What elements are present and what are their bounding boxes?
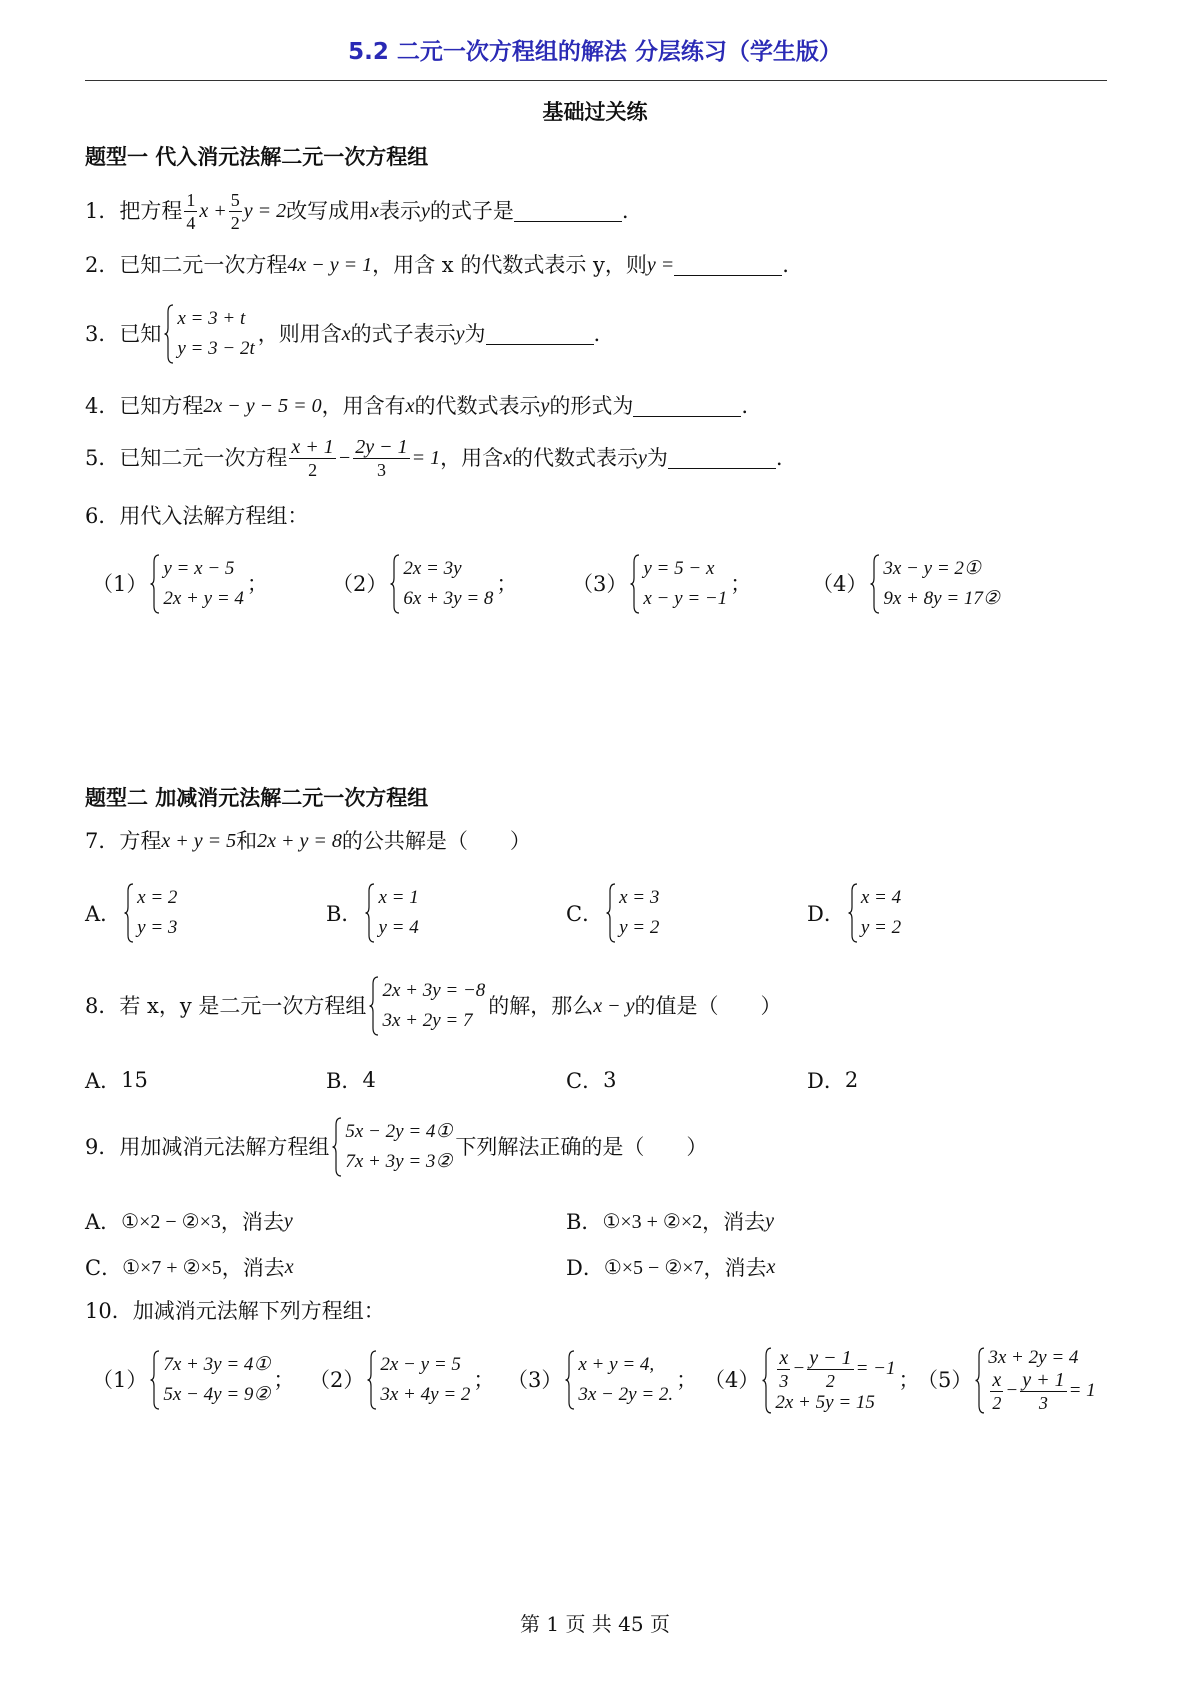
q6-item-3: （3） y = 5 − x x − y = −1 ； (572, 552, 751, 616)
question-number: 9． (85, 1135, 120, 1159)
q10-item-3: （3） x + y = 4, 3x − 2y = 2. ； (507, 1348, 697, 1412)
question-7: 7． 方程 x + y = 5 和 2x + y = 8 的公共解是（ ） (85, 829, 531, 853)
question-4: 4． 已知方程 2x − y − 5 = 0 ，用含有 x 的代数式表示 y 的形式为 . (85, 394, 749, 418)
equation-system: 3x + 2y = 4 $\frac{x}{2}$ − $\frac{y + 1}{3}$ = 1 (975, 1347, 1095, 1414)
question-9: 9． 用加减消元法解方程组 5x − 2y = 4① 7x + 3y = 3② 下列解法正确的是（ ） (85, 1115, 707, 1179)
fraction: $\frac{1}{4}$ (186, 189, 196, 233)
question-number: 7． (85, 829, 120, 853)
question-number: 1． (85, 199, 120, 223)
q8-option-b[interactable]: B． 4 (326, 1068, 376, 1093)
q10-item-1: （1） 7x + 3y = 4① 5x − 4y = 9② ； (92, 1348, 294, 1412)
q9-option-a[interactable]: A． ①×2 − ②×3 ，消去 y (85, 1209, 293, 1234)
brace (630, 554, 640, 614)
question-5: 5． 已知二元一次方程 $\frac{x + 1}{2}$ − $\frac{2y - 1}{3}$ = 1 ，用含 x 的代数式表示 y 为 . (85, 435, 783, 480)
question-8: 8． 若 x，y 是二元一次方程组 2x + 3y = −8 3x + 2y = 7 的解，那么 x − y 的值是（ ） (85, 974, 782, 1038)
answer-blank[interactable] (674, 255, 782, 276)
question-3: 3． 已知 x = 3 + t y = 3 − 2t ，则用含 x 的式子表示 y 为 . (85, 302, 600, 366)
q6-item-2: （2） 2x = 3y 6x + 3y = 8 ； (332, 552, 517, 616)
q9-option-b[interactable]: B． ①×3 + ②×2 ，消去 y (566, 1209, 775, 1234)
question-number: 5． (85, 446, 120, 470)
equation-system: 7x + 3y = 4① 5x − 4y = 9② (150, 1350, 270, 1410)
equation-system: 2x − y = 5 3x + 4y = 2 (367, 1350, 470, 1410)
q8-option-a[interactable]: A． 15 (85, 1068, 148, 1093)
equation-system: 5x − 2y = 4① 7x + 3y = 3② (332, 1117, 452, 1177)
answer-blank[interactable] (668, 448, 776, 469)
question-number: 3． (85, 322, 120, 346)
equation-system: y = 5 − x x − y = −1 (630, 554, 727, 614)
section-title: 基础过关练 (542, 100, 648, 124)
math-expr: x + (199, 200, 227, 222)
equation-system: $\frac{x}{3}$ − $\frac{y - 1}{2}$ = −1 2x + 5y = 15 (762, 1347, 895, 1414)
question-number: 6． (85, 504, 120, 528)
q6-item-1: （1） y = x − 5 2x + y = 4 ； (92, 552, 268, 616)
page-title: 5.2 二元一次方程组的解法 分层练习（学生版） (348, 39, 842, 65)
question-number: 4． (85, 394, 120, 418)
question-2: 2． 已知二元一次方程 4x − y = 1 ，用含 x 的代数式表示 y，则 y = . (85, 253, 789, 277)
equation-system: y = x − 5 2x + y = 4 (150, 554, 244, 614)
math-expr: y = 2 (243, 200, 287, 222)
answer-blank[interactable] (633, 396, 741, 417)
q10-item-2: （2） 2x − y = 5 3x + 4y = 2 ； (309, 1348, 494, 1412)
page-footer: 第 1 页 共 45 页 (520, 1612, 670, 1636)
q9-option-c[interactable]: C． ①×7 + ②×5 ，消去 x (85, 1255, 294, 1280)
q7-option-d[interactable]: D． x = 4 y = 2 (807, 881, 904, 945)
question-6: 6． 用代入法解方程组： (85, 504, 309, 528)
q7-option-b[interactable]: B． x = 1 y = 4 (326, 881, 422, 945)
answer-blank[interactable] (514, 201, 622, 222)
answer-blank[interactable] (486, 324, 594, 345)
equation-system: x + y = 4, 3x − 2y = 2. (565, 1350, 673, 1410)
question-number: 10． (85, 1299, 133, 1323)
q9-option-d[interactable]: D． ①×5 − ②×7 ，消去 x (566, 1255, 776, 1280)
equation-system: 3x − y = 2① 9x + 8y = 17② (870, 554, 1000, 614)
type1-heading: 题型一 代入消元法解二元一次方程组 (85, 145, 429, 169)
q8-option-d[interactable]: D． 2 (807, 1068, 859, 1093)
header-divider (85, 80, 1107, 81)
fraction: $\frac{5}{2}$ (230, 189, 240, 233)
equation-system: 2x + 3y = −8 3x + 2y = 7 (369, 976, 485, 1036)
question-text: 把方程 (119, 199, 183, 223)
equation-system: 2x = 3y 6x + 3y = 8 (390, 554, 493, 614)
q7-option-c[interactable]: C． x = 3 y = 2 (566, 881, 662, 945)
equation-system: x = 3 + t y = 3 − 2t (164, 304, 254, 364)
question-10: 10． 加减消元法解下列方程组： (85, 1299, 385, 1323)
math-expr: 4x − y = 1 (287, 254, 373, 276)
type2-heading: 题型二 加减消元法解二元一次方程组 (85, 786, 429, 810)
brace (150, 554, 160, 614)
fraction: $\frac{2y - 1}{3}$ (355, 435, 408, 480)
q8-option-c[interactable]: C． 3 (566, 1068, 617, 1093)
brace (870, 554, 880, 614)
question-number: 8． (85, 994, 120, 1018)
math-expr: 2x − y − 5 = 0 (203, 395, 322, 417)
q10-item-5: （5） 3x + 2y = 4 $\frac{x}{2}$ − $\frac{y + 1}{3}$ = 1 (917, 1346, 1096, 1413)
q7-option-a[interactable]: A． x = 2 y = 3 (85, 881, 180, 945)
brace (390, 554, 400, 614)
question-1: 1． 把方程 $\frac{1}{4}$ x + $\frac{5}{2}$ y = 2 改写成用 x 表示 y 的式子是 . (85, 189, 629, 233)
q6-item-4: （4） 3x − y = 2① 9x + 8y = 17② (812, 552, 1003, 616)
q10-item-4: （4） $\frac{x}{3}$ − $\frac{y - 1}{2}$ = −1 2x + 5y = 15 ； (704, 1346, 920, 1413)
brace (164, 304, 174, 364)
question-number: 2． (85, 253, 120, 277)
fraction: $\frac{x + 1}{2}$ (291, 435, 334, 480)
